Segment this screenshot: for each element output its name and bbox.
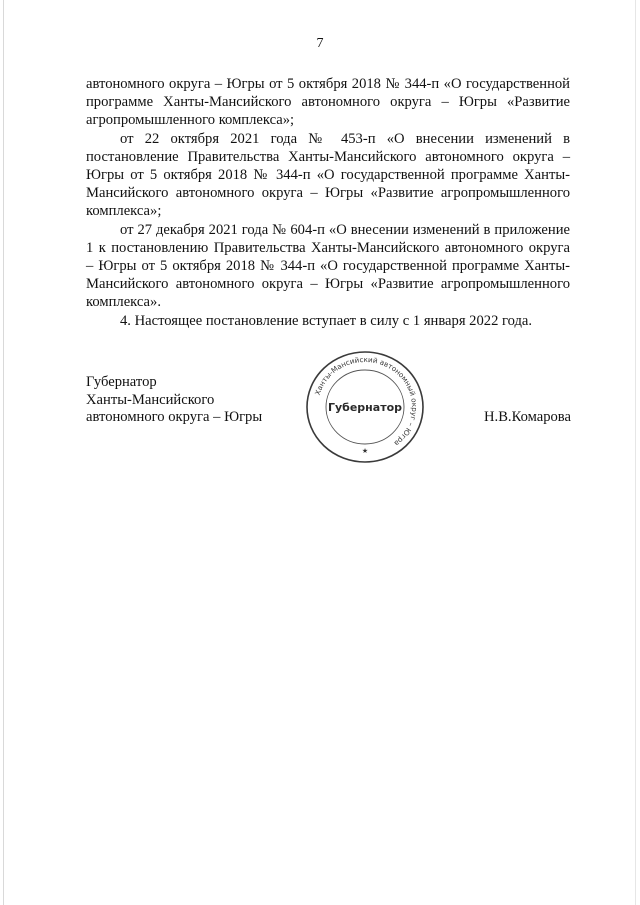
page-number: 7 <box>316 36 324 51</box>
paragraph-effective-date: 4. Настоящее постановление вступает в силу с 1 января 2022 года. <box>120 312 533 329</box>
signatory-name: Н.В.Комарова <box>484 409 571 425</box>
seal-star-icon: ★ <box>361 447 369 455</box>
signatory-title-line: Ханты-Мансийского <box>86 391 215 408</box>
paragraph-amendment-453: от 22 октября 2021 года № 453-п «О внесении изменений в постановление Правительства Ханты-Мансийского автономного округа – Югры от 5 октября 2018 № 344-п «О государственной программе Ханты-Мансийского автономного округа – Югры «Развитие агропромышленного комплекса»; <box>86 130 570 220</box>
seal-ring-text: Ханты-Мансийский автономный округ – Югра <box>312 354 420 449</box>
official-seal <box>304 348 426 466</box>
seal-center-text: Губернатор <box>327 401 403 414</box>
paragraph-continuation: автономного округа – Югры от 5 октября 2018 № 344-п «О государственной программе Ханты-Мансийского автономного округа – Югры «Развитие агропромышленного комплекса»; <box>86 76 570 129</box>
paragraph-amendment-604: от 27 декабря 2021 года № 604-п «О внесении изменений в приложение 1 к постановлению Правительства Ханты-Мансийского автономного округа – Югры от 5 октября 2018 № 344-п «О государственной программе Ханты-Мансийского автономного округа – Югры «Развитие агропромышленного комплекса». <box>86 221 570 311</box>
scan-edge-right <box>635 0 636 905</box>
scan-edge-left <box>3 0 4 905</box>
document-body <box>86 75 570 330</box>
signatory-title-line: Губернатор <box>86 374 157 390</box>
signatory-title <box>86 374 286 427</box>
signatory-title-line: автономного округа – Югры <box>86 409 263 425</box>
